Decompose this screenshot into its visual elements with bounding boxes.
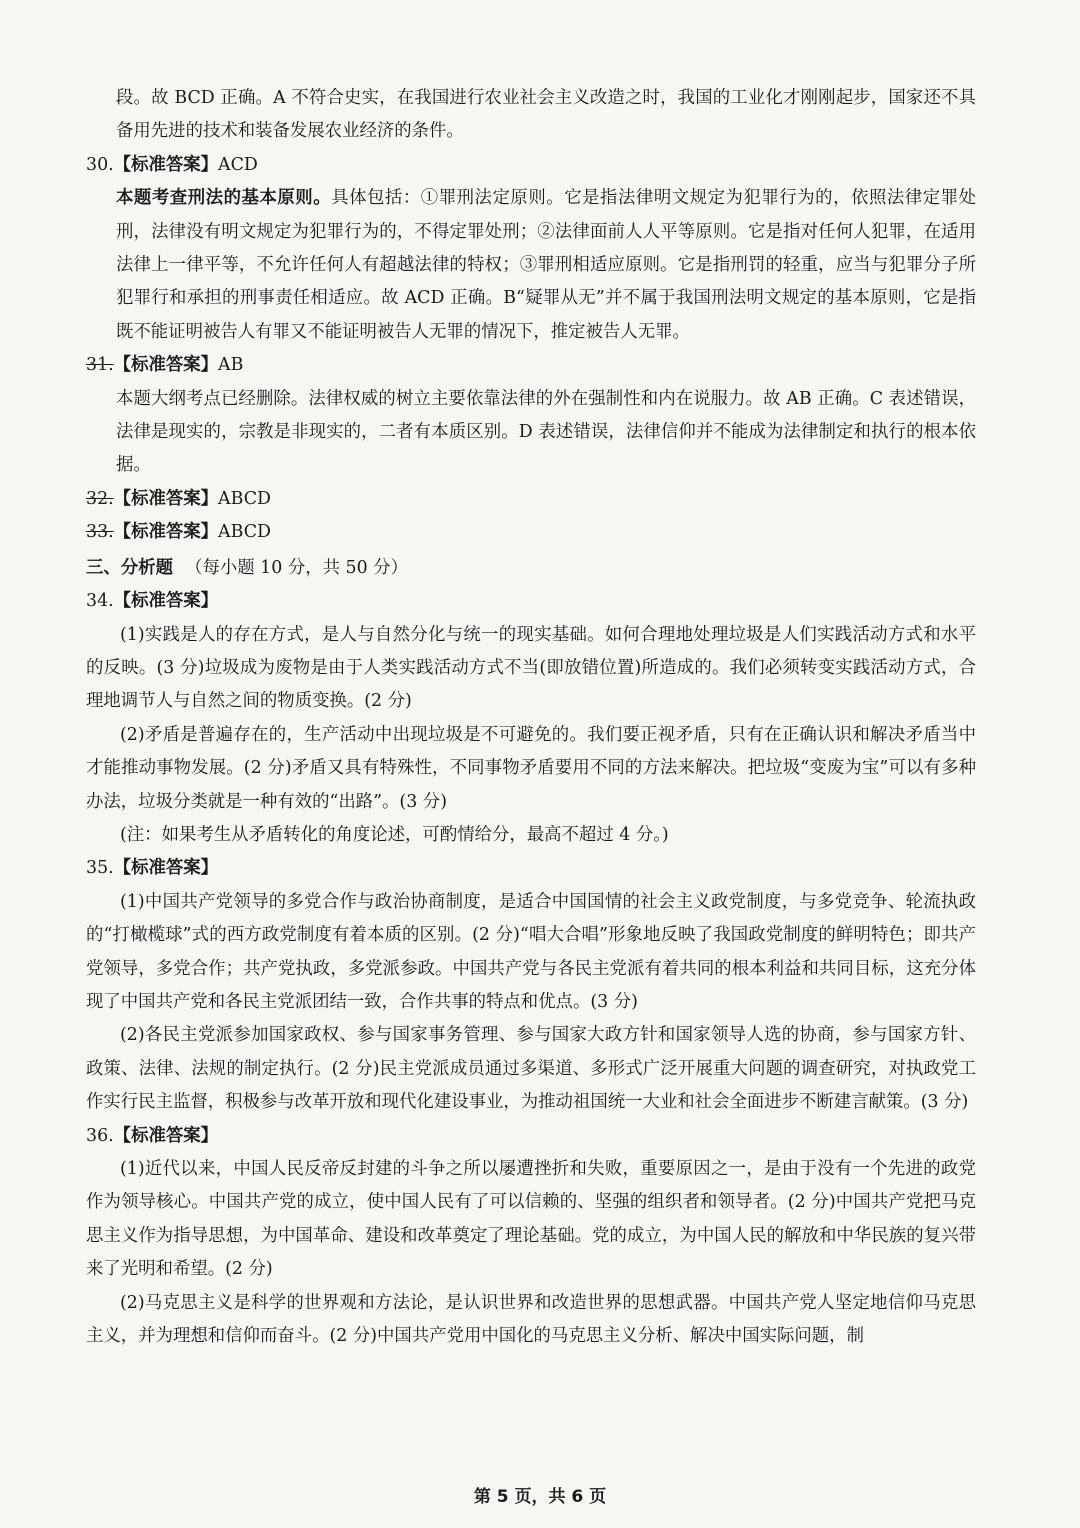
q32-answer-line bbox=[86, 483, 976, 516]
q36-answer-label: 【标准答案】 bbox=[113, 1125, 219, 1146]
q31-number: 31. bbox=[86, 355, 114, 376]
q33-answer-label: 【标准答案】 bbox=[113, 522, 219, 543]
section-3-heading bbox=[86, 552, 976, 585]
q34-part-2: (2)矛盾是普遍存在的，生产活动中出现垃圾是不可避免的。我们要正视矛盾，只有在正确认识和解决矛盾当中才能推动事物发展。(2 分)矛盾又具有特殊性，不同事物矛盾要用不同的方法来解决。把垃圾“变废为宝”可以有多种办法，垃圾分类就是一种有效的“出路”。(3 分) bbox=[86, 724, 976, 812]
q34-part-1: (1)实践是人的存在方式，是人与自然分化与统一的现实基础。如何合理地处理垃圾是人们实践活动方式和水平的反映。(3 分)垃圾成为废物是由于人类实践活动方式不当(即放错位置)所造成的。我们必须转变实践活动方式，合理地调节人与自然之间的物质变换。(2 分) bbox=[86, 624, 976, 712]
q30-explanation bbox=[86, 182, 976, 349]
answer-page bbox=[86, 82, 976, 1353]
q31-answer-line bbox=[86, 349, 976, 382]
q30-answer-label: 【标准答案】 bbox=[113, 154, 219, 175]
q33-answer-line bbox=[86, 516, 976, 549]
q32-answer-label: 【标准答案】 bbox=[113, 488, 219, 509]
q34-number: 34. bbox=[86, 591, 114, 612]
q30-number: 30. bbox=[86, 154, 114, 175]
q36-answer-line bbox=[86, 1120, 976, 1153]
q29-continuation: 段。故 BCD 正确。A 不符合史实，在我国进行农业社会主义改造之时，我国的工业化才刚刚起步，国家还不具备用先进的技术和装备发展农业经济的条件。 bbox=[116, 88, 976, 142]
q35-number: 35. bbox=[86, 858, 114, 879]
q30-explanation-lead: 本题考查刑法的基本原则。 bbox=[116, 188, 332, 209]
q36-part-1: (1)近代以来，中国人民反帝反封建的斗争之所以屡遭挫折和失败，重要原因之一，是由于没有一个先进的政党作为领导核心。中国共产党的成立，使中国人民有了可以信赖的、坚强的组织者和领导者。(2 分)中国共产党把马克思主义作为指导思想，为中国革命、建设和改革奠定了理论基础。党的成立，为中国人民的解放和中华民族的复兴带来了光明和希望。(2 分) bbox=[86, 1159, 976, 1280]
q34-answer-label: 【标准答案】 bbox=[113, 591, 219, 612]
q30-answer-value: ACD bbox=[218, 154, 258, 175]
q36-number: 36. bbox=[86, 1125, 114, 1146]
q35-part-2: (2)各民主党派参加国家政权、参与国家事务管理、参与国家大政方针和国家领导人选的协商，参与国家方针、政策、法律、法规的制定执行。(2 分)民主党派成员通过多渠道、多形式广泛开展重大问题的调查研究，对执政党工作实行民主监督，积极参与改革开放和现代化建设事业，为推动祖国统一大业和社会全面进步不断建言献策。(3 分) bbox=[86, 1025, 976, 1113]
q35-answer-line bbox=[86, 852, 976, 885]
section-3-note: （每小题 10 分，共 50 分） bbox=[185, 557, 408, 578]
q31-explanation: 本题大纲考点已经删除。法律权威的树立主要依靠法律的外在强制性和内在说服力。故 AB 正确。C 表述错误，法律是现实的，宗教是非现实的，二者有本质区别。D 表述错误，法律信仰并不能成为法律制定和执行的根本依据。 bbox=[116, 388, 976, 476]
q35-part-1: (1)中国共产党领导的多党合作与政治协商制度，是适合中国国情的社会主义政党制度，与多党竞争、轮流执政的“打橄榄球”式的西方政党制度有着本质的区别。(2 分)“唱大合唱”形象地反映了我国政党制度的鲜明特色；即共产党领导，多党合作；共产党执政，多党派参政。中国共产党与各民主党派有着共同的根本利益和共同目标，这充分体现了中国共产党和各民主党派团结一致，合作共事的特点和优点。(3 分) bbox=[86, 891, 976, 1012]
q34-answer-line bbox=[86, 585, 976, 618]
q31-answer-label: 【标准答案】 bbox=[113, 355, 219, 376]
q32-number: 32. bbox=[86, 488, 114, 509]
q30-answer-line bbox=[86, 149, 976, 182]
q31-answer-value: AB bbox=[218, 355, 244, 376]
section-3-title: 三、分析题 bbox=[86, 557, 173, 578]
q32-answer-value: ABCD bbox=[218, 488, 271, 509]
q33-number: 33. bbox=[86, 522, 114, 543]
q33-answer-value: ABCD bbox=[218, 522, 271, 543]
q35-answer-label: 【标准答案】 bbox=[113, 858, 219, 879]
q36-part-2: (2)马克思主义是科学的世界观和方法论，是认识世界和改造世界的思想武器。中国共产党人坚定地信仰马克思主义，并为理想和信仰而奋斗。(2 分)中国共产党用中国化的马克思主义分析、解决中国实际问题，制 bbox=[86, 1292, 976, 1347]
q34-note: (注：如果考生从矛盾转化的角度论述，可酌情给分，最高不超过 4 分。) bbox=[120, 824, 669, 845]
page-footer: 第 5 页，共 6 页 bbox=[473, 1487, 607, 1507]
q30-explanation-body: 具体包括：①罪刑法定原则。它是指法律明文规定为犯罪行为的，依照法律定罪处刑，法律没有明文规定为犯罪行为的，不得定罪处刑；②法律面前人人平等原则。它是指对任何人犯罪，在适用法律上一律平等，不允许任何人有超越法律的特权；③罪刑相适应原则。它是指刑罚的轻重，应当与犯罪分子所犯罪行和承担的刑事责任相适应。故 ACD 正确。B“疑罪从无”并不属于我国刑法明文规定的基本原则，它是指既不能证明被告人有罪又不能证明被告人无罪的情况下，推定被告人无罪。 bbox=[116, 188, 976, 342]
